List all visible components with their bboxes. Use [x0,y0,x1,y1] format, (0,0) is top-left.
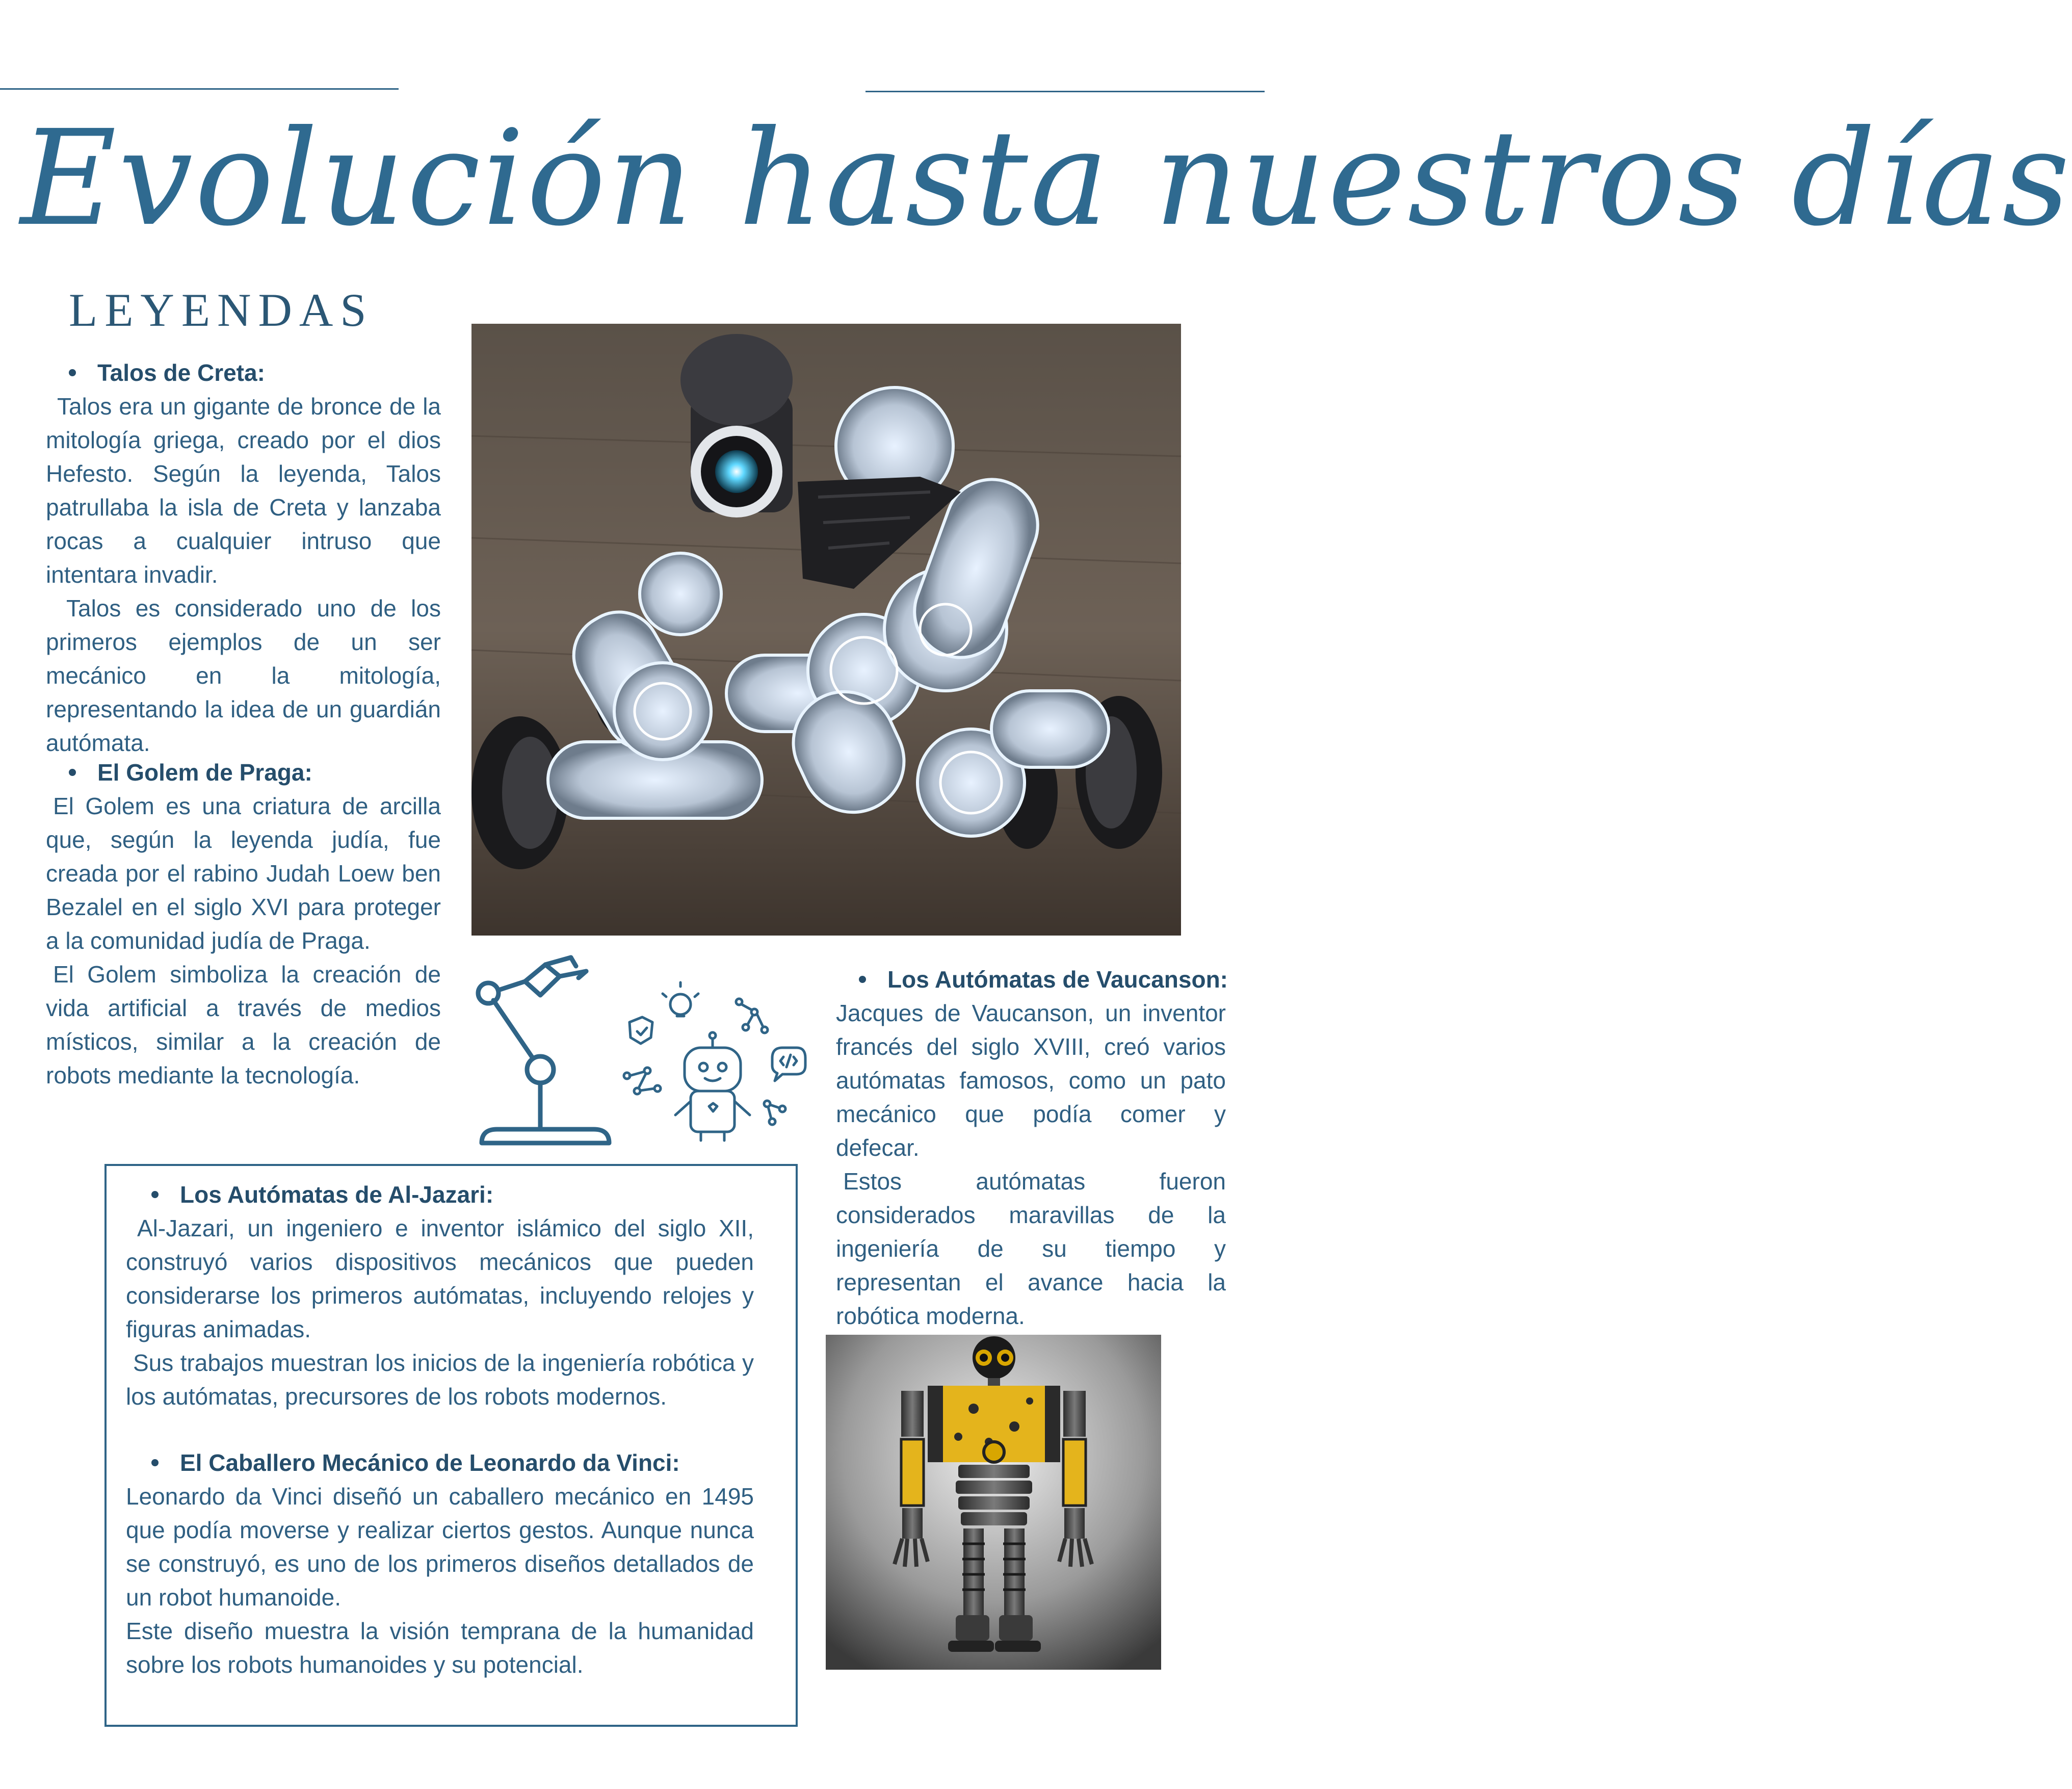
entry-paragraph: El Golem es una criatura de arcilla que, según la leyenda judía, fue creada por el rabino Judah Loew ben Bezalel en el siglo XVI para proteger a la comunidad judía de Praga. [46,793,441,954]
entry-heading-text: El Golem de Praga: [97,759,312,786]
entry-paragraph: Talos era un gigante de bronce de la mitología griega, creado por el dios Hefesto. Según la leyenda, Talos patrullaba la isla de Creta y lanzaba rocas a cualquier intruso que intentara invadir. [46,393,441,588]
entry-vaucanson [836,963,1226,1333]
page-title: Evolución hasta nuestros días [20,102,2072,255]
bullet-icon [69,769,76,776]
entry-heading [126,1446,754,1480]
bullet-icon [151,1459,159,1466]
entry-heading-text: Talos de Creta: [97,359,265,386]
entry-heading-text: Los Autómatas de Vaucanson: [887,966,1228,993]
bullet-icon [859,976,866,983]
entry-aljazari [126,1178,754,1413]
entry-heading-text: Los Autómatas de Al-Jazari: [180,1181,494,1208]
entry-paragraph: Leonardo da Vinci diseñó un caballero mecánico en 1495 que podía moverse y realizar ciertos gestos. Aunque nunca se construyó, es uno de los primeros diseños detallados de un robot humanoide. [126,1483,754,1611]
white-modular-robot-photo [471,324,1181,936]
section-heading: LEYENDAS [69,284,374,336]
entry-paragraph: Al-Jazari, un ingeniero e inventor islámico del siglo XII, construyó varios dispositivos mecánicos que pueden considerarse los primeros autómatas, incluyendo relojes y figuras animadas. [126,1215,754,1342]
entry-paragraph: El Golem simboliza la creación de vida artificial a través de medios místicos, similar a la creación de robots mediante la tecnología. [46,961,441,1088]
entry-paragraph: Jacques de Vaucanson, un inventor francés del siglo XVIII, creó varios autómatas famosos, como un pato mecánico que podía comer y defecar. [836,1000,1226,1161]
entry-heading [126,1178,754,1211]
entry-talos [46,356,441,760]
entry-paragraph: Este diseño muestra la visión temprana de la humanidad sobre los robots humanoides y su potencial. [126,1618,754,1678]
entry-paragraph: Sus trabajos muestran los inicios de la ingeniería robótica y los autómatas, precursores de los robots modernos. [126,1350,754,1410]
entry-golem [46,756,441,1092]
entry-heading-text: El Caballero Mecánico de Leonardo da Vinci: [180,1449,680,1476]
entry-heading [46,756,441,789]
bullet-icon [69,369,76,376]
bullet-icon [151,1191,159,1198]
robot-ideas-icon [619,981,808,1145]
yellow-retro-robot-photo [826,1335,1161,1670]
entry-paragraph: Talos es considerado uno de los primeros ejemplos de un ser mecánico en la mitología, representando la idea de un guardián autómata. [46,595,441,756]
entry-paragraph: Estos autómatas fueron considerados maravillas de la ingeniería de su tiempo y representan el avance hacia la robótica moderna. [836,1168,1226,1329]
robotic-arm-icon [469,953,622,1157]
entry-heading [836,963,1226,996]
entry-davinci [126,1446,754,1681]
entry-heading [46,356,441,390]
